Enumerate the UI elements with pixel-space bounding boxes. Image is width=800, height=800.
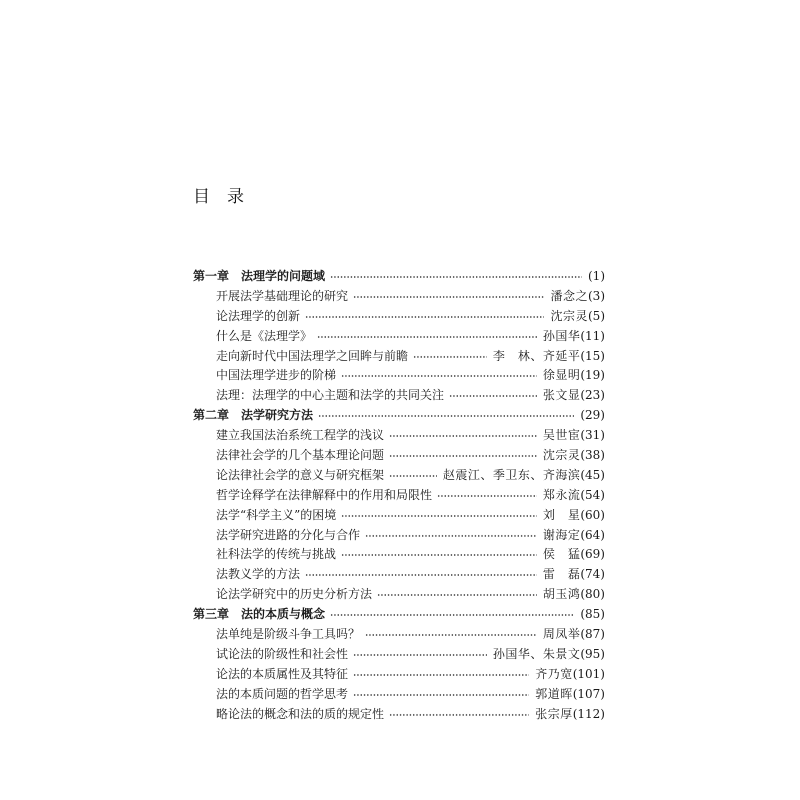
dot-leader xyxy=(353,685,529,705)
entry-title: 建立我国法治系统工程学的浅议 xyxy=(216,428,385,443)
entry-author: 吴世宦 xyxy=(542,428,581,443)
entry-title: 法理：法理学的中心主题和法学的共同关注 xyxy=(216,388,445,403)
chapter-page: (29) xyxy=(580,408,605,423)
entry-author: 胡玉鸿 xyxy=(542,587,581,602)
dot-leader xyxy=(318,406,574,426)
entry-page: (95) xyxy=(580,646,605,661)
table-of-contents xyxy=(193,267,605,724)
toc-chapter xyxy=(193,406,605,426)
dot-leader xyxy=(305,307,544,327)
entry-title: 论法学研究中的历史分析方法 xyxy=(216,587,373,602)
entry-author: 孙国华 xyxy=(542,328,581,343)
toc-entry xyxy=(193,665,605,685)
entry-title: 法教义学的方法 xyxy=(216,567,301,582)
entry-title: 开展法学基础理论的研究 xyxy=(216,288,349,303)
entry-page: (112) xyxy=(572,706,605,721)
dot-leader xyxy=(341,545,537,565)
entry-author: 潘念之 xyxy=(550,288,588,303)
entry-title: 法律社会学的几个基本理论问题 xyxy=(216,448,385,463)
toc-entry xyxy=(193,625,605,645)
dot-leader xyxy=(437,486,537,506)
entry-page: (64) xyxy=(580,527,605,542)
entry-author: 李 林、齐延平 xyxy=(492,348,581,363)
entry-page: (19) xyxy=(580,368,605,383)
entry-author: 齐乃宽 xyxy=(535,666,573,681)
dot-leader xyxy=(305,565,537,585)
entry-author: 雷 磊 xyxy=(542,567,581,582)
toc-entry xyxy=(193,446,605,466)
entry-title: 论法律社会学的意义与研究框架 xyxy=(216,467,385,482)
toc-entry xyxy=(193,565,605,585)
entry-page: (80) xyxy=(580,587,605,602)
toc-entry xyxy=(193,307,605,327)
toc-entry xyxy=(193,705,605,725)
entry-page: (101) xyxy=(572,666,605,681)
toc-entry xyxy=(193,466,605,486)
entry-title: 论法理学的创新 xyxy=(216,308,301,323)
entry-author: 侯 猛 xyxy=(542,547,581,562)
dot-leader xyxy=(353,665,529,685)
entry-page: (69) xyxy=(580,547,605,562)
entry-title: 法学“科学主义”的困境 xyxy=(216,507,337,522)
entry-author: 周凤举 xyxy=(542,627,581,642)
entry-title: 法的本质问题的哲学思考 xyxy=(216,686,349,701)
entry-author: 徐显明 xyxy=(542,368,581,383)
chapter-page: (1) xyxy=(588,269,605,283)
dot-leader xyxy=(330,267,582,287)
entry-page: (54) xyxy=(580,487,605,502)
dot-leader xyxy=(389,466,437,486)
toc-entry xyxy=(193,585,605,605)
chapter-title: 第二章 法学研究方法 xyxy=(193,408,314,423)
toc-entry xyxy=(193,347,605,367)
entry-author: 张宗厚 xyxy=(535,706,573,721)
dot-leader xyxy=(389,705,529,725)
entry-page: (38) xyxy=(580,448,605,463)
entry-author: 赵震江、季卫东、齐海滨 xyxy=(442,467,581,482)
dot-leader xyxy=(330,605,574,625)
entry-page: (3) xyxy=(588,288,605,303)
entry-author: 孙国华、朱景文 xyxy=(492,646,581,661)
entry-title: 什么是《法理学》 xyxy=(216,328,313,343)
dot-leader xyxy=(365,625,537,645)
entry-page: (15) xyxy=(580,348,605,363)
toc-entry xyxy=(193,386,605,406)
dot-leader xyxy=(389,426,537,446)
entry-author: 谢海定 xyxy=(542,527,581,542)
toc-entry xyxy=(193,685,605,705)
entry-page: (74) xyxy=(580,567,605,582)
toc-entry xyxy=(193,366,605,386)
entry-title: 中国法理学进步的阶梯 xyxy=(216,368,337,383)
entry-author: 沈宗灵 xyxy=(550,308,588,323)
entry-title: 略论法的概念和法的质的规定性 xyxy=(216,706,385,721)
entry-author: 刘 星 xyxy=(542,507,581,522)
entry-title: 试论法的阶级性和社会性 xyxy=(216,646,349,661)
dot-leader xyxy=(377,585,537,605)
dot-leader xyxy=(317,327,537,347)
dot-leader xyxy=(365,526,537,546)
toc-chapter xyxy=(193,605,605,625)
toc-entry xyxy=(193,545,605,565)
entry-page: (87) xyxy=(580,627,605,642)
entry-author: 张文显 xyxy=(542,388,581,403)
toc-entry xyxy=(193,506,605,526)
dot-leader xyxy=(341,366,537,386)
entry-page: (31) xyxy=(580,428,605,443)
toc-entry xyxy=(193,287,605,307)
chapter-title: 第三章 法的本质与概念 xyxy=(193,607,326,622)
toc-entry xyxy=(193,526,605,546)
toc-entry xyxy=(193,327,605,347)
dot-leader xyxy=(389,446,537,466)
entry-page: (23) xyxy=(580,388,605,403)
toc-entry xyxy=(193,645,605,665)
page-title: 目 录 xyxy=(193,187,244,207)
entry-title: 社科法学的传统与挑战 xyxy=(216,547,337,562)
entry-title: 法单纯是阶级斗争工具吗？ xyxy=(216,627,361,642)
chapter-title: 第一章 法理学的问题域 xyxy=(193,269,326,283)
dot-leader xyxy=(353,287,544,307)
entry-page: (107) xyxy=(572,686,605,701)
toc-entry xyxy=(193,486,605,506)
dot-leader xyxy=(341,506,537,526)
entry-page: (45) xyxy=(580,467,605,482)
entry-author: 沈宗灵 xyxy=(542,448,581,463)
entry-title: 走向新时代中国法理学之回眸与前瞻 xyxy=(216,348,409,363)
entry-page: (60) xyxy=(580,507,605,522)
entry-author: 郑永流 xyxy=(542,487,581,502)
dot-leader xyxy=(449,386,537,406)
entry-page: (11) xyxy=(580,328,605,343)
entry-page: (5) xyxy=(588,308,605,323)
toc-entry xyxy=(193,426,605,446)
entry-title: 哲学诠释学在法律解释中的作用和局限性 xyxy=(216,487,433,502)
toc-chapter xyxy=(193,267,605,287)
entry-title: 论法的本质属性及其特征 xyxy=(216,666,349,681)
entry-title: 法学研究进路的分化与合作 xyxy=(216,527,361,542)
entry-author: 郭道晖 xyxy=(535,686,573,701)
dot-leader xyxy=(413,347,487,367)
chapter-page: (85) xyxy=(580,607,605,622)
dot-leader xyxy=(353,645,487,665)
